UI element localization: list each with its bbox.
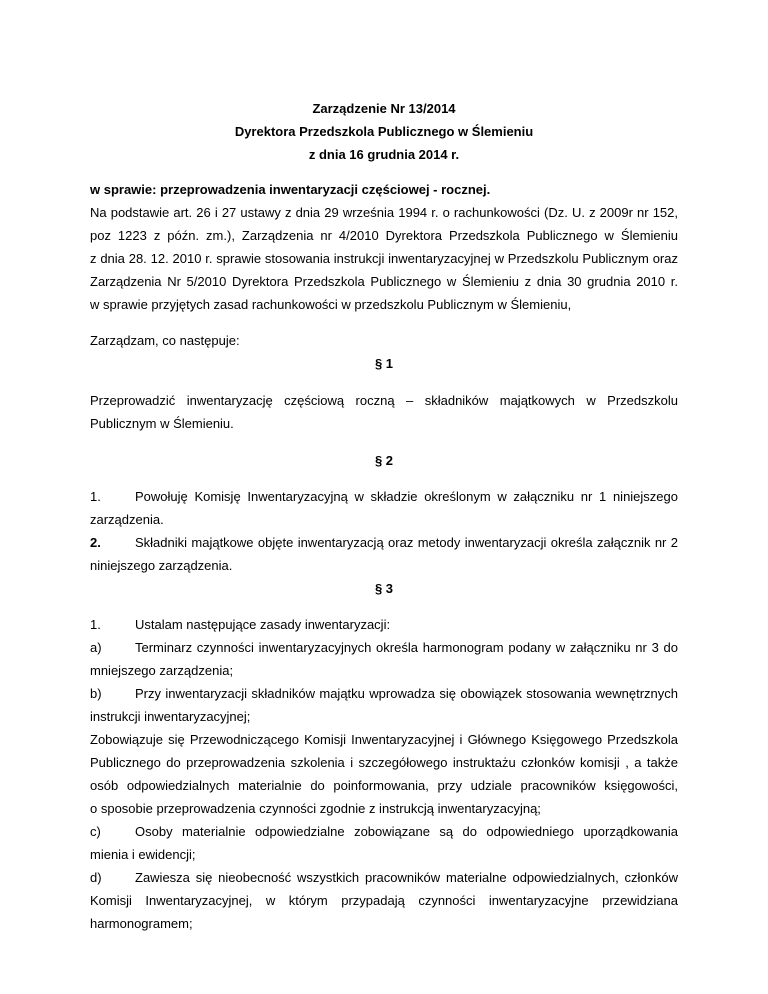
paragraph-line: Zobowiązuje się Przewodniczącego Komisji Inwentaryzacyjnej i Głównego Księgowego Przedszkola (90, 732, 678, 747)
list-item-text: Terminarz czynności inwentaryzacyjnych określa harmonogram podany w załączniku nr 3 do (135, 640, 678, 655)
list-letter: a) (90, 640, 102, 655)
preamble-line: z dnia 28. 12. 2010 r. sprawie stosowania instrukcji inwentaryzacyjnej w Przedszkolu Publicznym oraz (90, 251, 678, 266)
section-3-heading: § 3 (374, 581, 394, 596)
list-item-text: Ustalam następujące zasady inwentaryzacji: (135, 617, 391, 632)
list-number: 1. (90, 489, 101, 504)
list-item-text: Przy inwentaryzacji składników majątku wprowadza się obowiązek stosowania wewnętrznych (135, 686, 678, 701)
list-number: 2. (90, 535, 101, 550)
list-item-text: Powołuję Komisję Inwentaryzacyjną w składzie określonym w załączniku nr 1 niniejszego (135, 489, 678, 504)
list-item-text: Składniki majątkowe objęte inwentaryzacją oraz metody inwentaryzacji określa załącznik nr 2 (135, 535, 678, 550)
preamble-line: w sprawie przyjętych zasad rachunkowości w przedszkolu Publicznym w Ślemieniu, (90, 297, 572, 312)
list-letter: b) (90, 686, 102, 701)
list-letter: c) (90, 824, 101, 839)
list-letter: d) (90, 870, 102, 885)
preamble-line: poz 1223 z późn. zm.), Zarządzenia nr 4/2010 Dyrektora Przedszkola Publicznego w Ślemieniu (90, 228, 678, 243)
section-2-heading: § 2 (374, 453, 394, 468)
list-item-text: zarządzenia. (90, 512, 164, 527)
list-item-text: mniejszego zarządzenia; (90, 663, 234, 678)
intro-line: Zarządzam, co następuje: (90, 333, 240, 348)
paragraph-line: o sposobie przeprowadzenia czynności zgodnie z instrukcją inwentaryzacyjną; (90, 801, 541, 816)
section-1-text: Publicznym w Ślemieniu. (90, 416, 234, 431)
title-line-2: Dyrektora Przedszkola Publicznego w Ślemieniu (234, 124, 534, 139)
list-item-text: harmonogramem; (90, 916, 193, 931)
list-number: 1. (90, 617, 101, 632)
section-1-heading: § 1 (374, 356, 394, 371)
section-1-text: Przeprowadzić inwentaryzację częściową roczną – składników majątkowych w Przedszkolu (90, 393, 678, 408)
preamble-line: Zarządzenia Nr 5/2010 Dyrektora Przedszkola Publicznego w Ślemieniu z dnia 30 grudnia 2010 r. (90, 274, 678, 289)
preamble-line: Na podstawie art. 26 i 27 ustawy z dnia 29 września 1994 r. o rachunkowości (Dz. U. z 2009r nr 152, (90, 205, 678, 220)
list-item-text: mienia i ewidencji; (90, 847, 196, 862)
title-line-1: Zarządzenie Nr 13/2014 (312, 101, 456, 116)
subject-line: w sprawie: przeprowadzenia inwentaryzacji częściowej - rocznej. (90, 182, 491, 197)
paragraph-line: osób odpowiedzialnych materialnie do poinformowania, przy udziale pracowników księgowości, (90, 778, 678, 793)
list-item-text: instrukcji inwentaryzacyjnej; (90, 709, 251, 724)
list-item-text: Zawiesza się nieobecność wszystkich pracowników materialne odpowiedzialnych, członków (135, 870, 678, 885)
list-item-text: Osoby materialnie odpowiedzialne zobowiązane są do odpowiedniego uporządkowania (135, 824, 678, 839)
paragraph-line: Publicznego do przeprowadzenia szkolenia i szczegółowego instruktażu członków komisji , a także (90, 755, 678, 770)
list-item-text: Komisji Inwentaryzacyjnej, w którym przypadają czynności inwentaryzacyjne przewidziana (90, 893, 678, 908)
title-line-3: z dnia 16 grudnia 2014 r. (308, 147, 460, 162)
list-item-text: niniejszego zarządzenia. (90, 558, 233, 573)
